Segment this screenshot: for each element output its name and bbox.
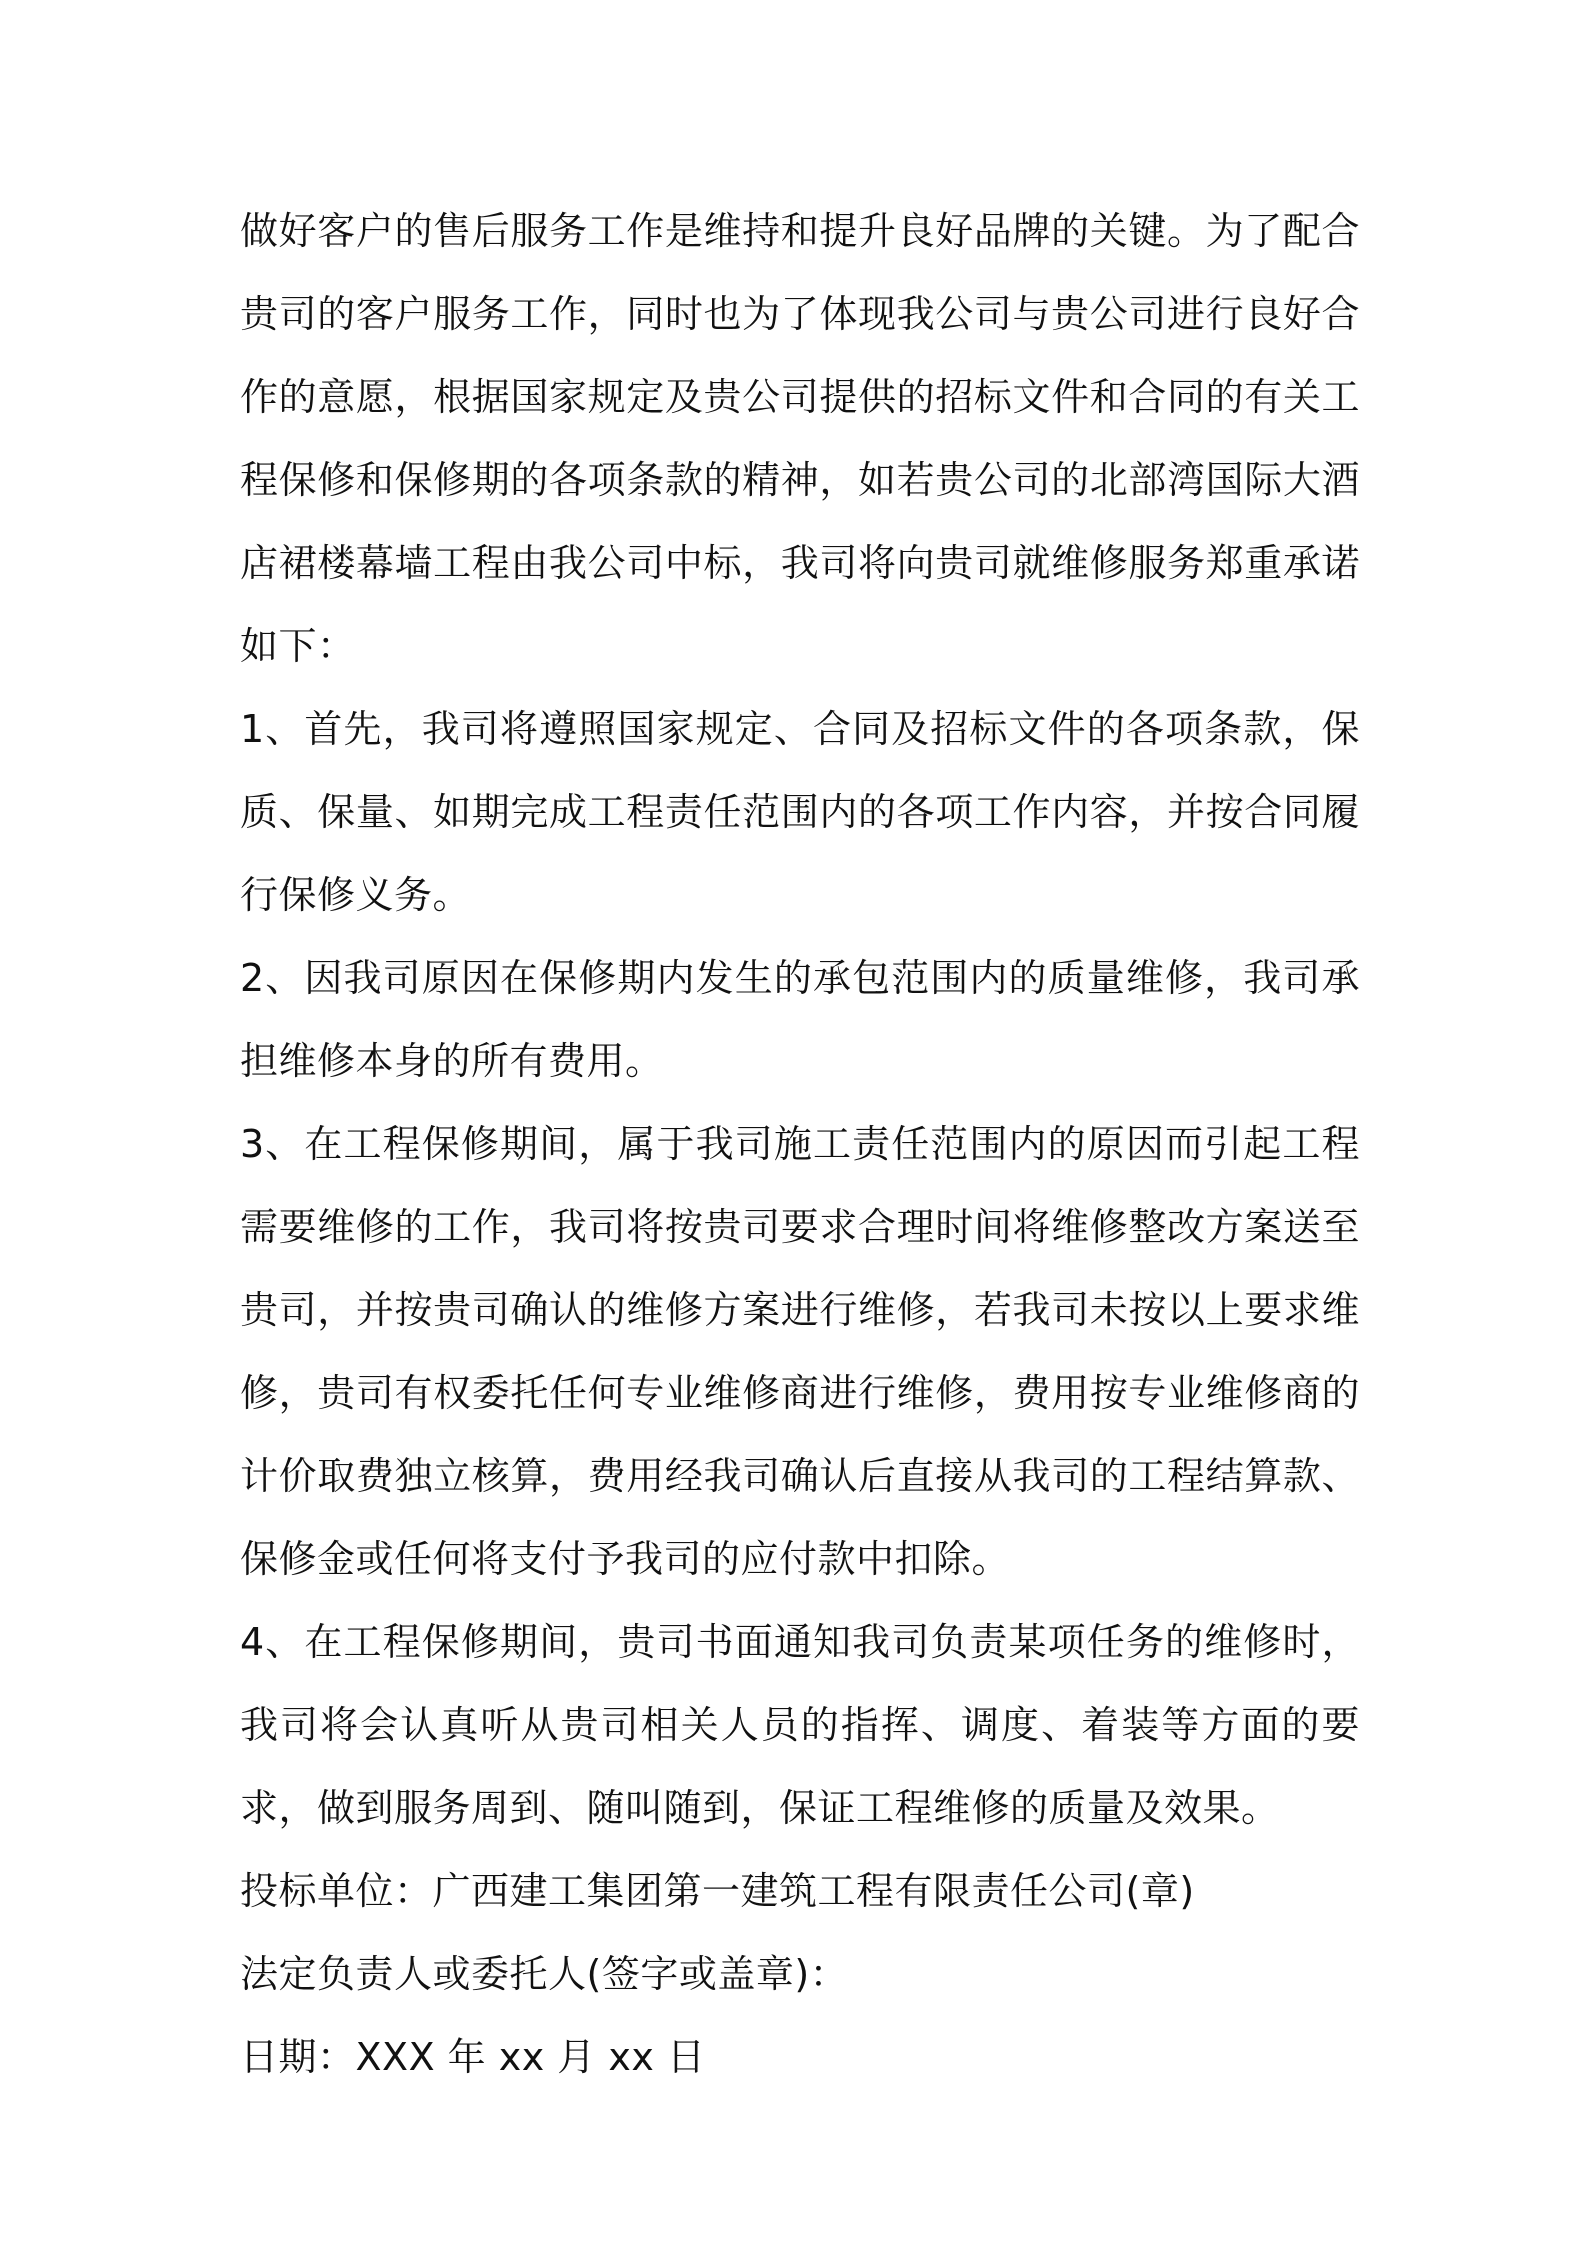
representative-line: 法定负责人或委托人(签字或盖章)： <box>240 1952 849 1996</box>
bidder-line: 投标单位：广西建工集团第一建筑工程有限责任公司(章) <box>240 1869 1195 1913</box>
commitment-item-1: 1、首先，我司将遵照国家规定、合同及招标文件的各项条款，保质、保量、如期完成工程责任范围内的各项工作内容，并按合同履行保修义务。 <box>240 707 1360 917</box>
commitment-item-2: 2、因我司原因在保修期内发生的承包范围内的质量维修，我司承担维修本身的所有费用。 <box>240 956 1360 1083</box>
commitment-item-4: 4、在工程保修期间，贵司书面通知我司负责某项任务的维修时，我司将会认真听从贵司相关人员的指挥、调度、着装等方面的要求，做到服务周到、随叫随到，保证工程维修的质量及效果。 <box>240 1620 1360 1830</box>
commitment-item-3: 3、在工程保修期间，属于我司施工责任范围内的原因而引起工程需要维修的工作，我司将按贵司要求合理时间将维修整改方案送至贵司，并按贵司确认的维修方案进行维修，若我司未按以上要求维修，贵司有权委托任何专业维修商进行维修，费用按专业维修商的计价取费独立核算，费用经我司确认后直接从我司的工程结算款、保修金或任何将支付予我司的应付款中扣除。 <box>240 1122 1360 1581</box>
letter-body <box>240 190 1360 2099</box>
date-line: 日期：XXX 年 xx 月 xx 日 <box>240 2035 706 2079</box>
intro-paragraph: 做好客户的售后服务工作是维持和提升良好品牌的关键。为了配合贵司的客户服务工作，同时也为了体现我公司与贵公司进行良好合作的意愿，根据国家规定及贵公司提供的招标文件和合同的有关工程保修和保修期的各项条款的精神，如若贵公司的北部湾国际大酒店裙楼幕墙工程由我公司中标，我司将向贵司就维修服务郑重承诺如下： <box>240 209 1360 668</box>
